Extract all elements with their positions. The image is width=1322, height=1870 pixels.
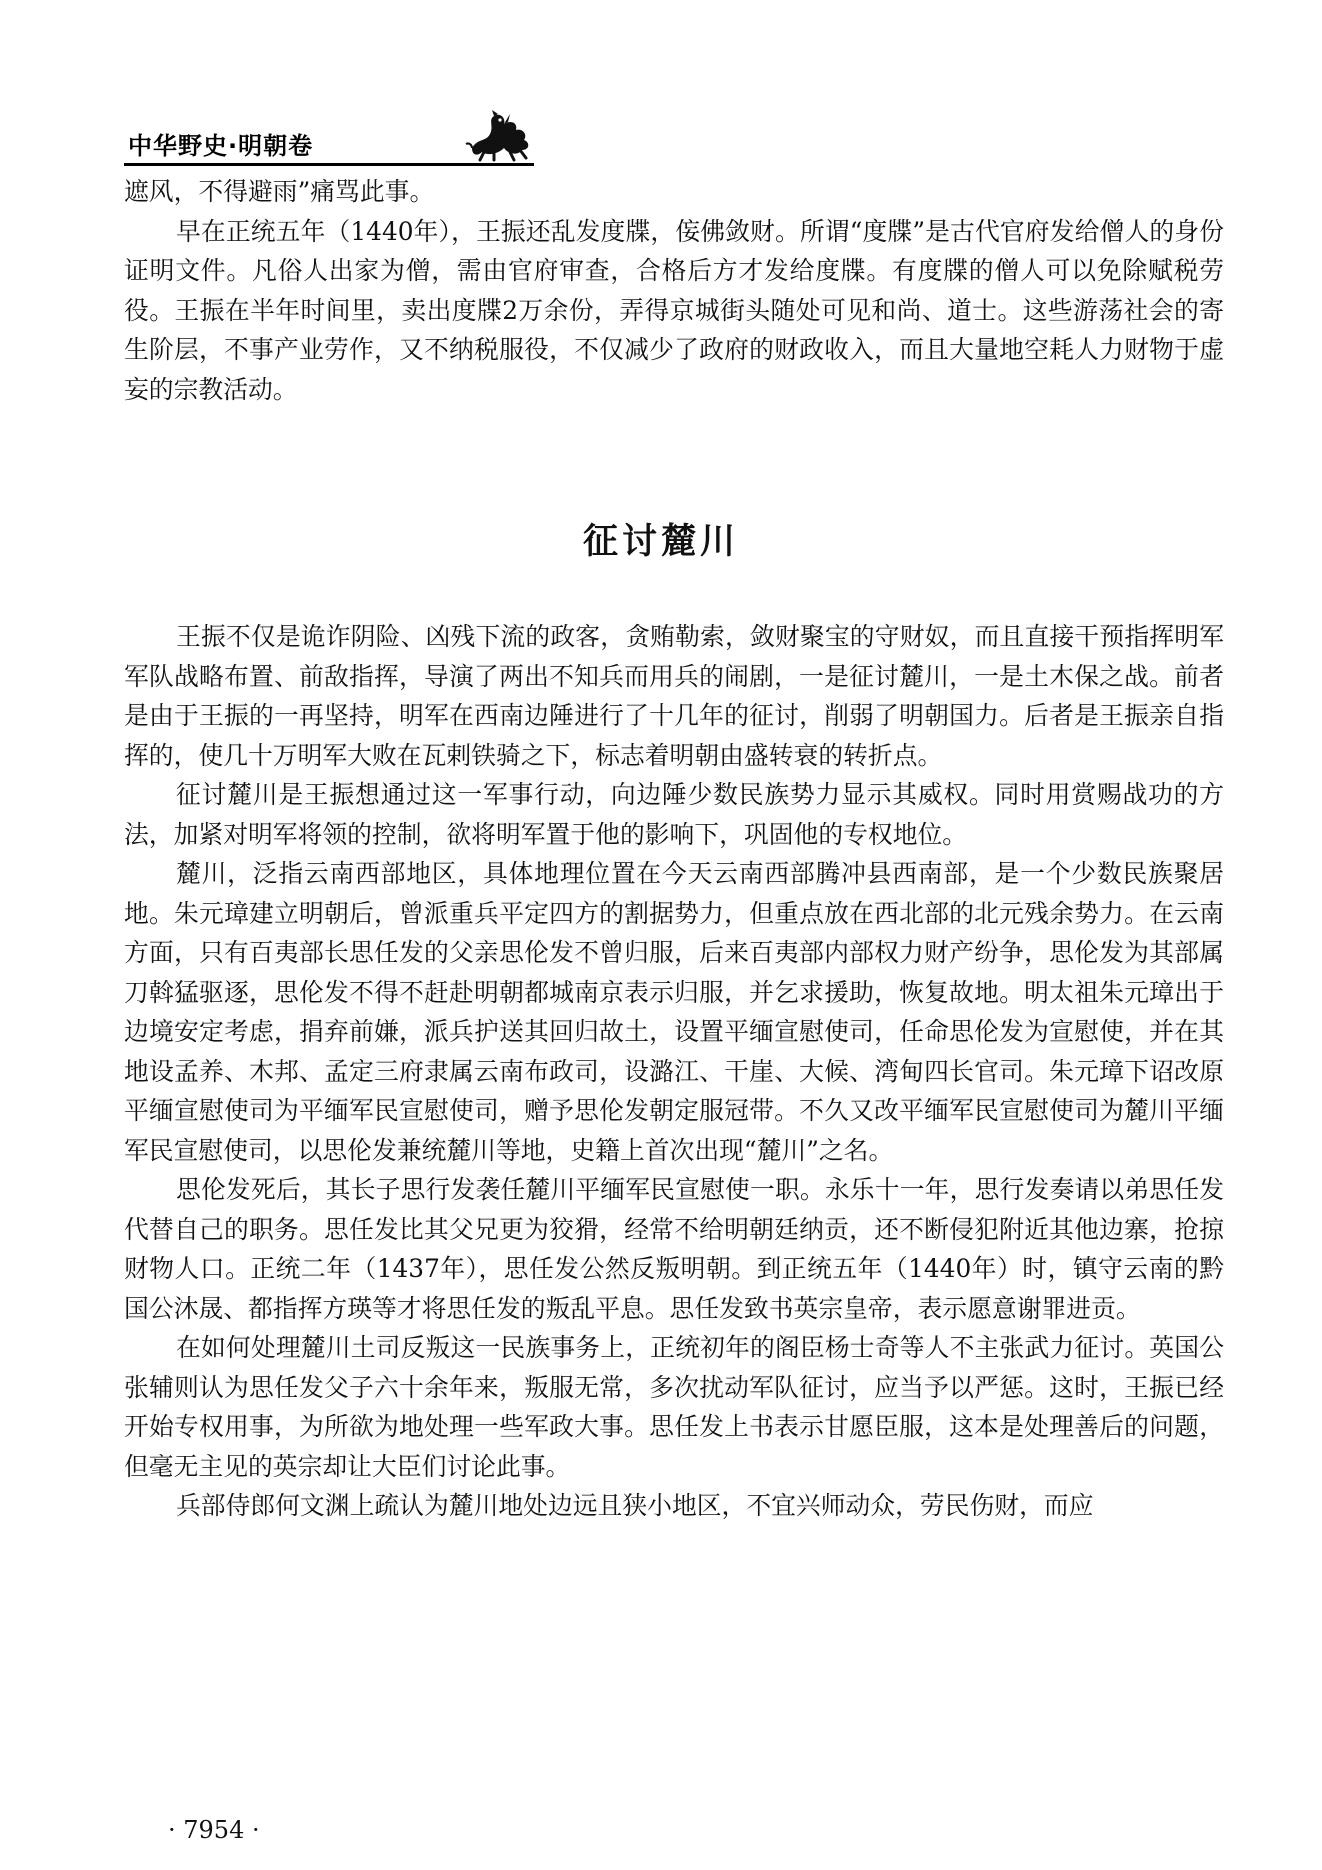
page-number: · 7954 ·	[168, 1816, 260, 1844]
continuation-text	[124, 172, 1224, 409]
paragraph: 兵部侍郎何文渊上疏认为麓川地处边远且狭小地区，不宜兴师动众，劳民伤财，而应	[176, 1491, 1094, 1520]
dragon-icon	[464, 108, 536, 162]
paragraph: 遮风，不得避雨”痛骂此事。	[124, 177, 435, 206]
paragraph: 在如何处理麓川土司反叛这一民族事务上，正统初年的阁臣杨士奇等人不主张武力征讨。英国公张辅则认为思任发父子六十余年来，叛服无常，多次扰动军队征讨，应当予以严惩。这时，王振已经开始专权用事，为所欲为地处理一些军政大事。思任发上书表示甘愿臣服，这本是处理善后的问题，但毫无主见的英宗却让大臣们讨论此事。	[124, 1333, 1224, 1481]
section-title: 征讨麓川	[582, 522, 739, 562]
paragraph: 征讨麓川是王振想通过这一军事行动，向边陲少数民族势力显示其威权。同时用赏赐战功的方法，加紧对明军将领的控制，欲将明军置于他的影响下，巩固他的专权地位。	[124, 780, 1224, 849]
book-title: 中华野史·明朝卷	[128, 132, 314, 160]
paragraph: 王振不仅是诡诈阴险、凶残下流的政客，贪贿勒索，敛财聚宝的守财奴，而且直接干预指挥明军军队战略布置、前敌指挥，导演了两出不知兵而用兵的闹剧，一是征讨麓川，一是土木保之战。前者是由于王振的一再坚持，明军在西南边陲进行了十几年的征讨，削弱了明朝国力。后者是王振亲自指挥的，使几十万明军大败在瓦剌铁骑之下，标志着明朝由盛转衰的转折点。	[124, 622, 1224, 770]
paragraph: 早在正统五年（1440年），王振还乱发度牒，侫佛敛财。所谓“度牒”是古代官府发给僧人的身份证明文件。凡俗人出家为僧，需由官府审查，合格后方才发给度牒。有度牒的僧人可以免除赋税劳役。王振在半年时间里，卖出度牒2万余份，弄得京城街头随处可见和尚、道士。这些游荡社会的寄生阶层，不事产业劳作，又不纳税服役，不仅减少了政府的财政收入，而且大量地空耗人力财物于虚妄的宗教活动。	[124, 216, 1224, 404]
paragraph: 麓川，泛指云南西部地区，具体地理位置在今天云南西部腾冲县西南部，是一个少数民族聚居地。朱元璋建立明朝后，曾派重兵平定四方的割据势力，但重点放在西北部的北元残余势力。在云南方面，只有百夷部长思任发的父亲思伦发不曾归服，后来百夷部内部权力财产纷争，思伦发为其部属刀斡猛驱逐，思伦发不得不赶赴明朝都城南京表示归服，并乞求援助，恢复故地。明太祖朱元璋出于边境安定考虑，捐弃前嫌，派兵护送其回归故土，设置平缅宣慰使司，任命思伦发为宣慰使，并在其地设孟养、木邦、孟定三府隶属云南布政司，设潞江、干崖、大候、湾甸四长官司。朱元璋下诏改原平缅宣慰使司为平缅军民宣慰使司，赠予思伦发朝定服冠带。不久又改平缅军民宣慰使司为麓川平缅军民宣慰使司，以思伦发兼统麓川等地，史籍上首次出现“麓川”之名。	[124, 859, 1224, 1165]
header-rule	[124, 163, 534, 166]
running-header	[124, 108, 534, 164]
paragraph: 思伦发死后，其长子思行发袭任麓川平缅军民宣慰使一职。永乐十一年，思行发奏请以弟思任发代替自己的职务。思任发比其父兄更为狡猾，经常不给明朝廷纳贡，还不断侵犯附近其他边寨，抢掠财物人口。正统二年（1437年），思任发公然反叛明朝。到正统五年（1440年）时，镇守云南的黔国公沐晟、都指挥方瑛等才将思任发的叛乱平息。思任发致书英宗皇帝，表示愿意谢罪进贡。	[124, 1175, 1224, 1323]
section-body	[124, 617, 1224, 1526]
